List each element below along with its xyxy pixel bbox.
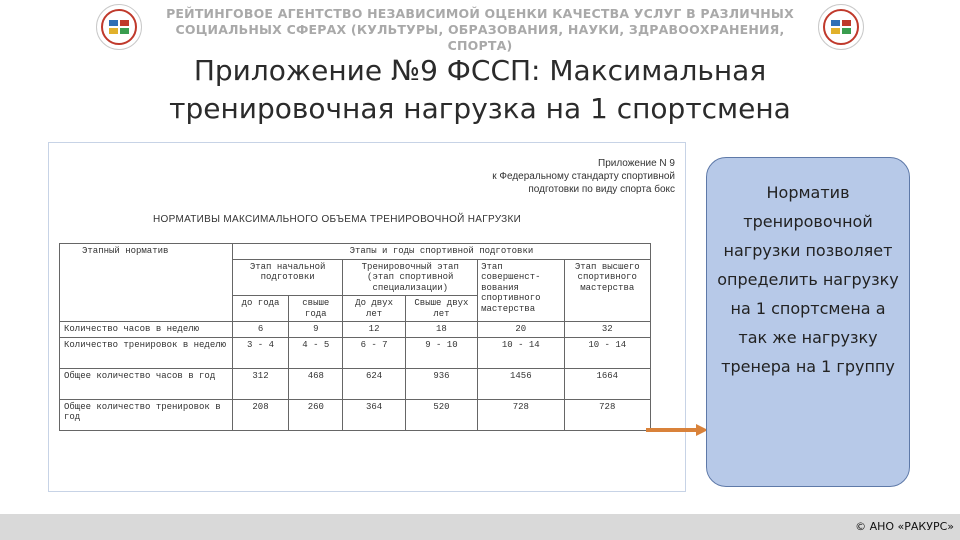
table-cell: 9 - 10 — [405, 337, 477, 368]
table-cell: 9 — [289, 322, 343, 338]
agency-header — [150, 6, 810, 54]
copyright-text: © АНО «РАКУРС» — [855, 520, 954, 533]
agency-logo-right — [818, 4, 864, 50]
table-row — [60, 337, 651, 368]
slide-title — [60, 52, 900, 128]
table-cell: 6 - 7 — [343, 337, 405, 368]
table-cell: 312 — [232, 368, 288, 399]
appendix-line: к Федеральному стандарту спортивной — [492, 171, 675, 182]
table-cell: 10 - 14 — [564, 337, 650, 368]
table-cell: 4 - 5 — [289, 337, 343, 368]
table-group-header: Этапы и годы спортивной подготовки — [232, 244, 650, 260]
stage-initial: Этап начальной подготовки — [232, 259, 343, 296]
table-cell: 20 — [478, 322, 564, 338]
subheader-cell: До двух лет — [343, 296, 405, 322]
subheader-cell: свыше года — [289, 296, 343, 322]
table-cell: 936 — [405, 368, 477, 399]
table-row — [60, 368, 651, 399]
table-cell: 468 — [289, 368, 343, 399]
subheader-cell: Свыше двух лет — [405, 296, 477, 322]
table-cell: 18 — [405, 322, 477, 338]
table-cell: 520 — [405, 399, 477, 430]
stage-training: Тренировочный этап (этап спортивной специализации) — [343, 259, 478, 296]
slide-title-line-2: тренировочная нагрузка на 1 спортсмена — [169, 92, 791, 125]
table-cell: 3 - 4 — [232, 337, 288, 368]
table-cell: 32 — [564, 322, 650, 338]
subheader-cell: до года — [232, 296, 288, 322]
table-cell: 1664 — [564, 368, 650, 399]
appendix-line: подготовки по виду спорта бокс — [528, 184, 675, 195]
scanned-document — [48, 142, 686, 492]
row-label: Общее количество часов в год — [60, 368, 233, 399]
table-cell: 1456 — [478, 368, 564, 399]
row-label: Количество тренировок в неделю — [60, 337, 233, 368]
table-cell: 12 — [343, 322, 405, 338]
table-cell: 728 — [478, 399, 564, 430]
table-corner-cell: Этапный норматив — [60, 244, 233, 322]
table-row — [60, 399, 651, 430]
document-heading: НОРМАТИВЫ МАКСИМАЛЬНОГО ОБЪЕМА ТРЕНИРОВОЧНОЙ НАГРУЗКИ — [153, 214, 522, 225]
appendix-note — [415, 157, 675, 196]
table-cell: 10 - 14 — [478, 337, 564, 368]
table-cell: 260 — [289, 399, 343, 430]
callout-text: Норматив тренировочной нагрузки позволяет определить нагрузку на 1 спортсмена а так же нагрузку тренера на 1 группу — [717, 183, 899, 376]
footer-bar — [0, 514, 960, 540]
table-header-row — [60, 244, 651, 260]
row-label: Общее количество тренировок в год — [60, 399, 233, 430]
norms-table — [59, 243, 651, 431]
callout-box — [706, 157, 910, 487]
table-cell: 624 — [343, 368, 405, 399]
agency-logo-left — [96, 4, 142, 50]
agency-emblem-icon — [100, 8, 138, 46]
arrow-right-icon — [646, 424, 708, 436]
table-cell: 728 — [564, 399, 650, 430]
agency-header-line-1: РЕЙТИНГОВОЕ АГЕНТСТВО НЕЗАВИСИМОЙ ОЦЕНКИ КАЧЕСТВА УСЛУГ В РАЗЛИЧНЫХ — [166, 6, 794, 21]
agency-emblem-icon — [822, 8, 860, 46]
stage-improvement: Этап совершенст-вования спортивного мастерства — [478, 259, 564, 322]
table-cell: 208 — [232, 399, 288, 430]
stage-excellence: Этап высшего спортивного мастерства — [564, 259, 650, 322]
appendix-line: Приложение N 9 — [598, 158, 675, 169]
agency-header-line-2: СОЦИАЛЬНЫХ СФЕРАХ (КУЛЬТУРЫ, ОБРАЗОВАНИЯ, НАУКИ, ЗДРАВООХРАНЕНИЯ, СПОРТА) — [175, 22, 785, 53]
slide-title-line-1: Приложение №9 ФССП: Максимальная — [193, 54, 767, 87]
table-cell: 6 — [232, 322, 288, 338]
row-label: Количество часов в неделю — [60, 322, 233, 338]
table-cell: 364 — [343, 399, 405, 430]
table-row — [60, 322, 651, 338]
